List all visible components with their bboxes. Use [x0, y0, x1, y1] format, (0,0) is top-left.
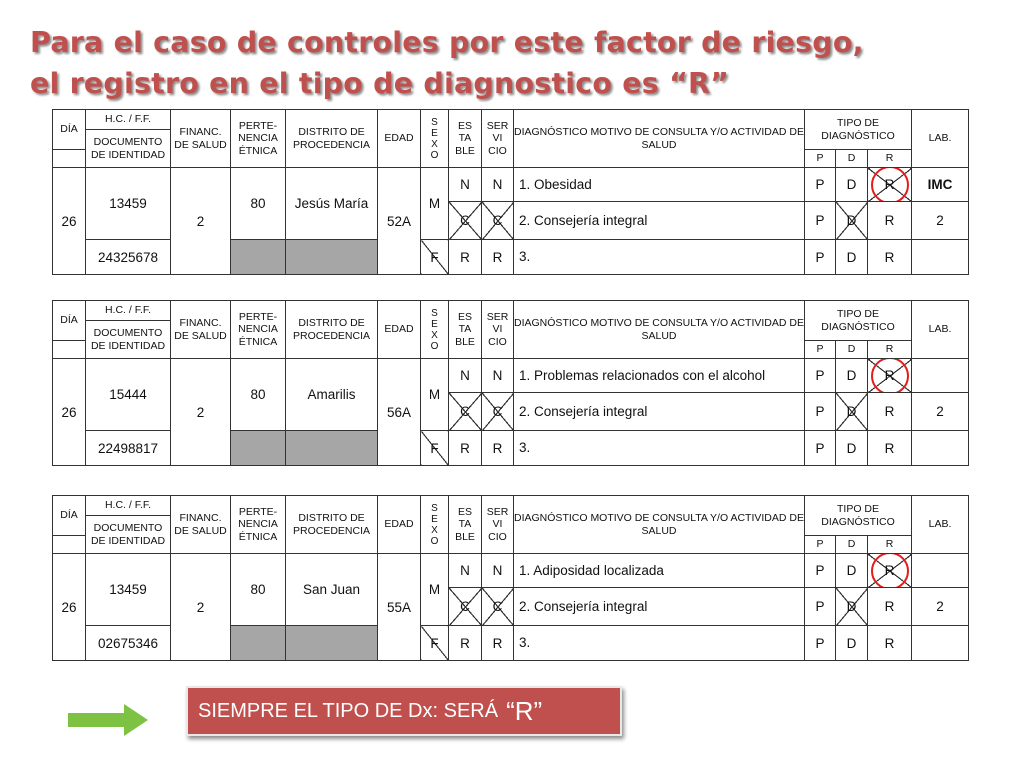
- cell-tipo-r: R: [868, 393, 912, 431]
- header-dia-cont: [53, 341, 86, 359]
- cell-tipo-p: P: [805, 393, 836, 431]
- cell-diagnostico: 2. Consejería integral: [514, 393, 805, 431]
- header-distrito: DISTRITO DE PROCEDENCIA: [286, 301, 378, 359]
- cell-tipo-p: P: [805, 554, 836, 588]
- cell-estable: C: [449, 588, 482, 626]
- cell-lab: [912, 359, 969, 393]
- header-dia-cont: [53, 150, 86, 168]
- cell-estable: R: [449, 240, 482, 275]
- cell-distrito: San Juan: [286, 554, 378, 626]
- cell-sexo-m: M: [421, 168, 449, 240]
- cell-diagnostico: 3.: [514, 431, 805, 466]
- cell-hc: 13459: [86, 168, 171, 240]
- header-estable: ES TA BLE: [449, 110, 482, 168]
- cell-lab: IMC: [912, 168, 969, 202]
- header-estable: ES TA BLE: [449, 496, 482, 554]
- cell-servicio: C: [482, 202, 514, 240]
- cell-tipo-r: R: [868, 431, 912, 466]
- cell-edad: 56A: [378, 359, 421, 466]
- cell-tipo-r-circled: [868, 168, 912, 202]
- tipo-r-value: R: [884, 563, 895, 578]
- header-diagnostico: DIAGNÓSTICO MOTIVO DE CONSULTA Y/O ACTIVIDAD DE SALUD: [514, 110, 805, 168]
- header-documento: DOCUMENTO DE IDENTIDAD: [86, 516, 171, 554]
- cell-servicio: N: [482, 554, 514, 588]
- cell-pertenencia-empty: [231, 240, 286, 275]
- header-lab: LAB.: [912, 110, 969, 168]
- slide-title: [30, 22, 990, 104]
- cell-dia: 26: [53, 359, 86, 466]
- cell-tipo-r: R: [868, 626, 912, 661]
- cell-tipo-p: P: [805, 168, 836, 202]
- header-r: R: [868, 341, 912, 359]
- header-distrito: DISTRITO DE PROCEDENCIA: [286, 110, 378, 168]
- title-line-1: Para el caso de controles por este factor de riesgo,: [30, 26, 864, 59]
- cell-estable: N: [449, 554, 482, 588]
- cell-distrito-empty: [286, 240, 378, 275]
- cell-lab: 2: [912, 202, 969, 240]
- header-servicio: SER VI CIO: [482, 110, 514, 168]
- cell-hc: 15444: [86, 359, 171, 431]
- cell-edad: 55A: [378, 554, 421, 661]
- cell-tipo-p: P: [805, 588, 836, 626]
- cell-estable: C: [449, 202, 482, 240]
- cell-diagnostico: 3.: [514, 626, 805, 661]
- header-financ: FINANC. DE SALUD: [171, 110, 231, 168]
- cell-estable: R: [449, 626, 482, 661]
- header-r: R: [868, 536, 912, 554]
- header-servicio: SER VI CIO: [482, 301, 514, 359]
- cell-tipo-r: R: [868, 240, 912, 275]
- header-pertenencia: PERTE- NENCIA ÉTNICA: [231, 301, 286, 359]
- cell-lab: [912, 626, 969, 661]
- cell-servicio: C: [482, 393, 514, 431]
- header-hc: H.C. / F.F.: [86, 110, 171, 130]
- header-servicio: SER VI CIO: [482, 496, 514, 554]
- cell-diagnostico: 3.: [514, 240, 805, 275]
- cell-tipo-d: D: [836, 240, 868, 275]
- cell-lab: [912, 240, 969, 275]
- banner-highlight: “R”: [506, 695, 543, 726]
- cell-diagnostico: 1. Adiposidad localizada: [514, 554, 805, 588]
- header-edad: EDAD: [378, 110, 421, 168]
- rule-banner: [186, 686, 622, 736]
- header-diagnostico: DIAGNÓSTICO MOTIVO DE CONSULTA Y/O ACTIVIDAD DE SALUD: [514, 496, 805, 554]
- header-hc: H.C. / F.F.: [86, 301, 171, 321]
- cell-tipo-d: D: [836, 359, 868, 393]
- cell-servicio: N: [482, 168, 514, 202]
- header-lab: LAB.: [912, 496, 969, 554]
- header-sexo: S E X O: [421, 110, 449, 168]
- cell-pertenencia: 80: [231, 554, 286, 626]
- cell-financ: 2: [171, 168, 231, 275]
- cell-dia: 26: [53, 554, 86, 661]
- cell-financ: 2: [171, 554, 231, 661]
- cell-tipo-r: R: [868, 202, 912, 240]
- header-r: R: [868, 150, 912, 168]
- cell-tipo-d: D: [836, 554, 868, 588]
- title-line-2: el registro en el tipo de diagnostico es “R”: [30, 67, 730, 100]
- cell-dia: 26: [53, 168, 86, 275]
- header-dia: DÍA: [53, 496, 86, 536]
- cell-tipo-p: P: [805, 202, 836, 240]
- cell-lab: 2: [912, 393, 969, 431]
- cell-sexo-f: F: [421, 431, 449, 466]
- cell-distrito: Amarilis: [286, 359, 378, 431]
- header-d: D: [836, 536, 868, 554]
- header-estable: ES TA BLE: [449, 301, 482, 359]
- cell-diagnostico: 1. Obesidad: [514, 168, 805, 202]
- cell-lab: [912, 431, 969, 466]
- cell-edad: 52A: [378, 168, 421, 275]
- cell-tipo-d: D: [836, 588, 868, 626]
- header-tipo-diagnostico: TIPO DE DIAGNÓSTICO: [805, 496, 912, 536]
- cell-tipo-d: D: [836, 431, 868, 466]
- cell-distrito-empty: [286, 626, 378, 661]
- cell-tipo-r-circled: [868, 554, 912, 588]
- header-p: P: [805, 536, 836, 554]
- header-d: D: [836, 341, 868, 359]
- header-p: P: [805, 341, 836, 359]
- cell-lab: [912, 554, 969, 588]
- his-register-table-1: [52, 109, 969, 275]
- cell-pertenencia: 80: [231, 359, 286, 431]
- header-diagnostico: DIAGNÓSTICO MOTIVO DE CONSULTA Y/O ACTIVIDAD DE SALUD: [514, 301, 805, 359]
- cell-lab: 2: [912, 588, 969, 626]
- header-sexo: S E X O: [421, 496, 449, 554]
- cell-servicio: N: [482, 359, 514, 393]
- header-tipo-diagnostico: TIPO DE DIAGNÓSTICO: [805, 301, 912, 341]
- his-register-table-3: [52, 495, 969, 661]
- cell-documento: 02675346: [86, 626, 171, 661]
- header-documento: DOCUMENTO DE IDENTIDAD: [86, 130, 171, 168]
- header-p: P: [805, 150, 836, 168]
- cell-servicio: R: [482, 431, 514, 466]
- cell-tipo-d: D: [836, 168, 868, 202]
- cell-estable: R: [449, 431, 482, 466]
- cell-tipo-d: D: [836, 393, 868, 431]
- header-dia: DÍA: [53, 110, 86, 150]
- banner-text: SIEMPRE EL TIPO DE Dx: SERÁ: [198, 699, 499, 722]
- cell-tipo-p: P: [805, 240, 836, 275]
- cell-tipo-p: P: [805, 626, 836, 661]
- tipo-r-value: R: [884, 177, 895, 192]
- cell-documento: 24325678: [86, 240, 171, 275]
- cell-sexo-m: M: [421, 554, 449, 626]
- header-sexo: S E X O: [421, 301, 449, 359]
- header-d: D: [836, 150, 868, 168]
- header-hc: H.C. / F.F.: [86, 496, 171, 516]
- cell-tipo-r-circled: [868, 359, 912, 393]
- header-pertenencia: PERTE- NENCIA ÉTNICA: [231, 110, 286, 168]
- cell-tipo-r: R: [868, 588, 912, 626]
- his-register-table-2: [52, 300, 969, 466]
- cell-pertenencia-empty: [231, 431, 286, 466]
- tipo-r-value: R: [884, 368, 895, 383]
- cell-tipo-p: P: [805, 359, 836, 393]
- cell-servicio: R: [482, 240, 514, 275]
- header-documento: DOCUMENTO DE IDENTIDAD: [86, 321, 171, 359]
- cell-pertenencia: 80: [231, 168, 286, 240]
- cell-diagnostico: 2. Consejería integral: [514, 202, 805, 240]
- cell-distrito-empty: [286, 431, 378, 466]
- header-lab: LAB.: [912, 301, 969, 359]
- header-distrito: DISTRITO DE PROCEDENCIA: [286, 496, 378, 554]
- cell-servicio: C: [482, 588, 514, 626]
- cell-financ: 2: [171, 359, 231, 466]
- cell-diagnostico: 2. Consejería integral: [514, 588, 805, 626]
- header-financ: FINANC. DE SALUD: [171, 496, 231, 554]
- cell-tipo-d: D: [836, 202, 868, 240]
- cell-servicio: R: [482, 626, 514, 661]
- header-tipo-diagnostico: TIPO DE DIAGNÓSTICO: [805, 110, 912, 150]
- cell-tipo-d: D: [836, 626, 868, 661]
- header-financ: FINANC. DE SALUD: [171, 301, 231, 359]
- header-dia-cont: [53, 536, 86, 554]
- cell-sexo-m: M: [421, 359, 449, 431]
- green-arrow-icon: [68, 704, 148, 736]
- cell-pertenencia-empty: [231, 626, 286, 661]
- cell-distrito: Jesús María: [286, 168, 378, 240]
- cell-diagnostico: 1. Problemas relacionados con el alcohol: [514, 359, 805, 393]
- cell-estable: C: [449, 393, 482, 431]
- cell-estable: N: [449, 168, 482, 202]
- header-edad: EDAD: [378, 496, 421, 554]
- cell-estable: N: [449, 359, 482, 393]
- header-pertenencia: PERTE- NENCIA ÉTNICA: [231, 496, 286, 554]
- cell-sexo-f: F: [421, 240, 449, 275]
- header-dia: DÍA: [53, 301, 86, 341]
- cell-tipo-p: P: [805, 431, 836, 466]
- header-edad: EDAD: [378, 301, 421, 359]
- cell-documento: 22498817: [86, 431, 171, 466]
- cell-sexo-f: F: [421, 626, 449, 661]
- cell-hc: 13459: [86, 554, 171, 626]
